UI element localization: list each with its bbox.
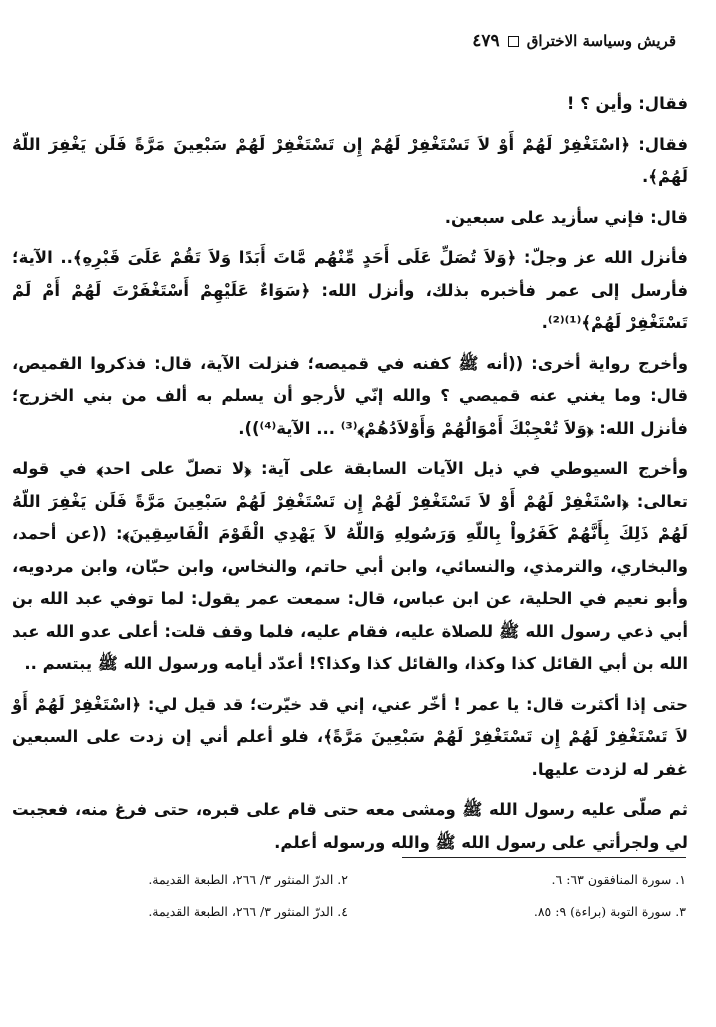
- footnote-divider: [402, 857, 686, 858]
- paragraph: فأنزل الله عز وجلّ: ﴿وَلاَ تُصَلِّ عَلَى أَحَدٍ مِّنْهُم مَّاتَ أَبَدًا وَلاَ تَقُمْ عَلَىَ قَبْرِهِ﴾.. الآية؛ فأرسل إلى عمر فأخبره بذلك، وأنزل الله: ﴿سَوَاءٌ عَلَيْهِمْ أَسْتَغْفَرْتَ لَهُمْ أَمْ لَمْ تَسْتَغْفِرْ لَهُمْ﴾⁽¹⁾⁽²⁾.: [12, 248, 688, 332]
- paragraph: حتى إذا أكثرت قال: يا عمر ! أخّر عني، إني قد خيّرت؛ قد قيل لي: ﴿اسْتَغْفِرْ لَهُمْ أَوْ لاَ تَسْتَغْفِرْ لَهُمْ إِن تَسْتَغْفِرْ لَهُمْ سَبْعِينَ مَرَّةً﴾، فلو أعلم أني إن زدت على السبعين غفر له لزدت عليها.: [12, 694, 688, 779]
- page-number: ٤٧٩: [472, 31, 500, 51]
- square-separator-icon: [508, 36, 519, 47]
- paragraph: فقال: ﴿اسْتَغْفِرْ لَهُمْ أَوْ لاَ تَسْتَغْفِرْ لَهُمْ إِن تَسْتَغْفِرْ لَهُمْ سَبْعِينَ مَرَّةً فَلَن يَغْفِرَ اللّهُ لَهُمْ﴾.: [12, 134, 688, 186]
- paragraph: قال: فإني سأزيد على سبعين.: [444, 207, 688, 227]
- paragraph: فقال: وأين ؟ !: [566, 94, 688, 113]
- footnote: ١. سورة المنافقون ٦٣: ٦.: [551, 872, 686, 887]
- running-header: [40, 28, 676, 54]
- paragraph: ثم صلّى عليه رسول الله ﷺ ومشى معه حتى قام على قبره، حتى فرغ منه، فعجبت لي ولجرأتي على رسول الله ﷺ والله ورسوله أعلم.: [12, 800, 688, 852]
- footnotes: [30, 870, 686, 922]
- header-title: قريش وسياسة الاختراق: [526, 32, 676, 50]
- paragraph: وأخرج رواية أخرى: ((أنه ﷺ كفنه في قميصه؛ فنزلت الآية، قال: فذكروا القميص، قال: وما يغني عنه قميصي ؟ والله إنّي لأرجو أن يسلم به ألف من بني الخزرج؛ فأنزل الله: ﴿وَلاَ تُعْجِبْكَ أَمْوَالُهُمْ وَأَوْلاَدُهُمْ﴾⁽³⁾ ... الآية⁽⁴⁾)).: [12, 353, 688, 438]
- paragraph: وأخرج السيوطي في ذيل الآيات السابقة على آية: ﴿لا تصلّ على احد﴾ في قوله تعالى: ﴿اسْتَغْفِرْ لَهُمْ أَوْ لاَ تَسْتَغْفِرْ لَهُمْ إِن تَسْتَغْفِرْ لَهُمْ سَبْعِينَ مَرَّةً فَلَن يَغْفِرَ اللّهُ لَهُمْ ذَلِكَ بِأَنَّهُمْ كَفَرُواْ بِاللّهِ وَرَسُولِهِ وَاللّهُ لاَ يَهْدِي الْقَوْمَ الْفَاسِقِينَ﴾: ((عن أحمد، والبخاري، والترمذي، والنسائي، وابن أبي حاتم، والنخاس، وابن حبّان، وابن مردويه، وأبو نعيم في الحلية، عن ابن عباس، قال: سمعت عمر يقول: لما توفي عبد الله بن أبي ذعي رسول الله ﷺ للصلاة عليه، فقام عليه، فلما وقف قلت: أعلى عدو الله عبد الله بن أبي القائل كذا وكذا، والقائل كذا وكذا؟! أعدّد أيامه ورسول الله ﷺ يبتسم ..: [12, 459, 688, 673]
- footnote: ٣. سورة التوبة (براءة) ٩: ٨٥.: [533, 904, 686, 919]
- body-text: [12, 88, 688, 867]
- footnote: ٢. الدرّ المنثور ٣/ ٢٦٦، الطبعة القديمة.: [148, 872, 348, 887]
- footnote: ٤. الدرّ المنثور ٣/ ٢٦٦، الطبعة القديمة.: [148, 904, 348, 919]
